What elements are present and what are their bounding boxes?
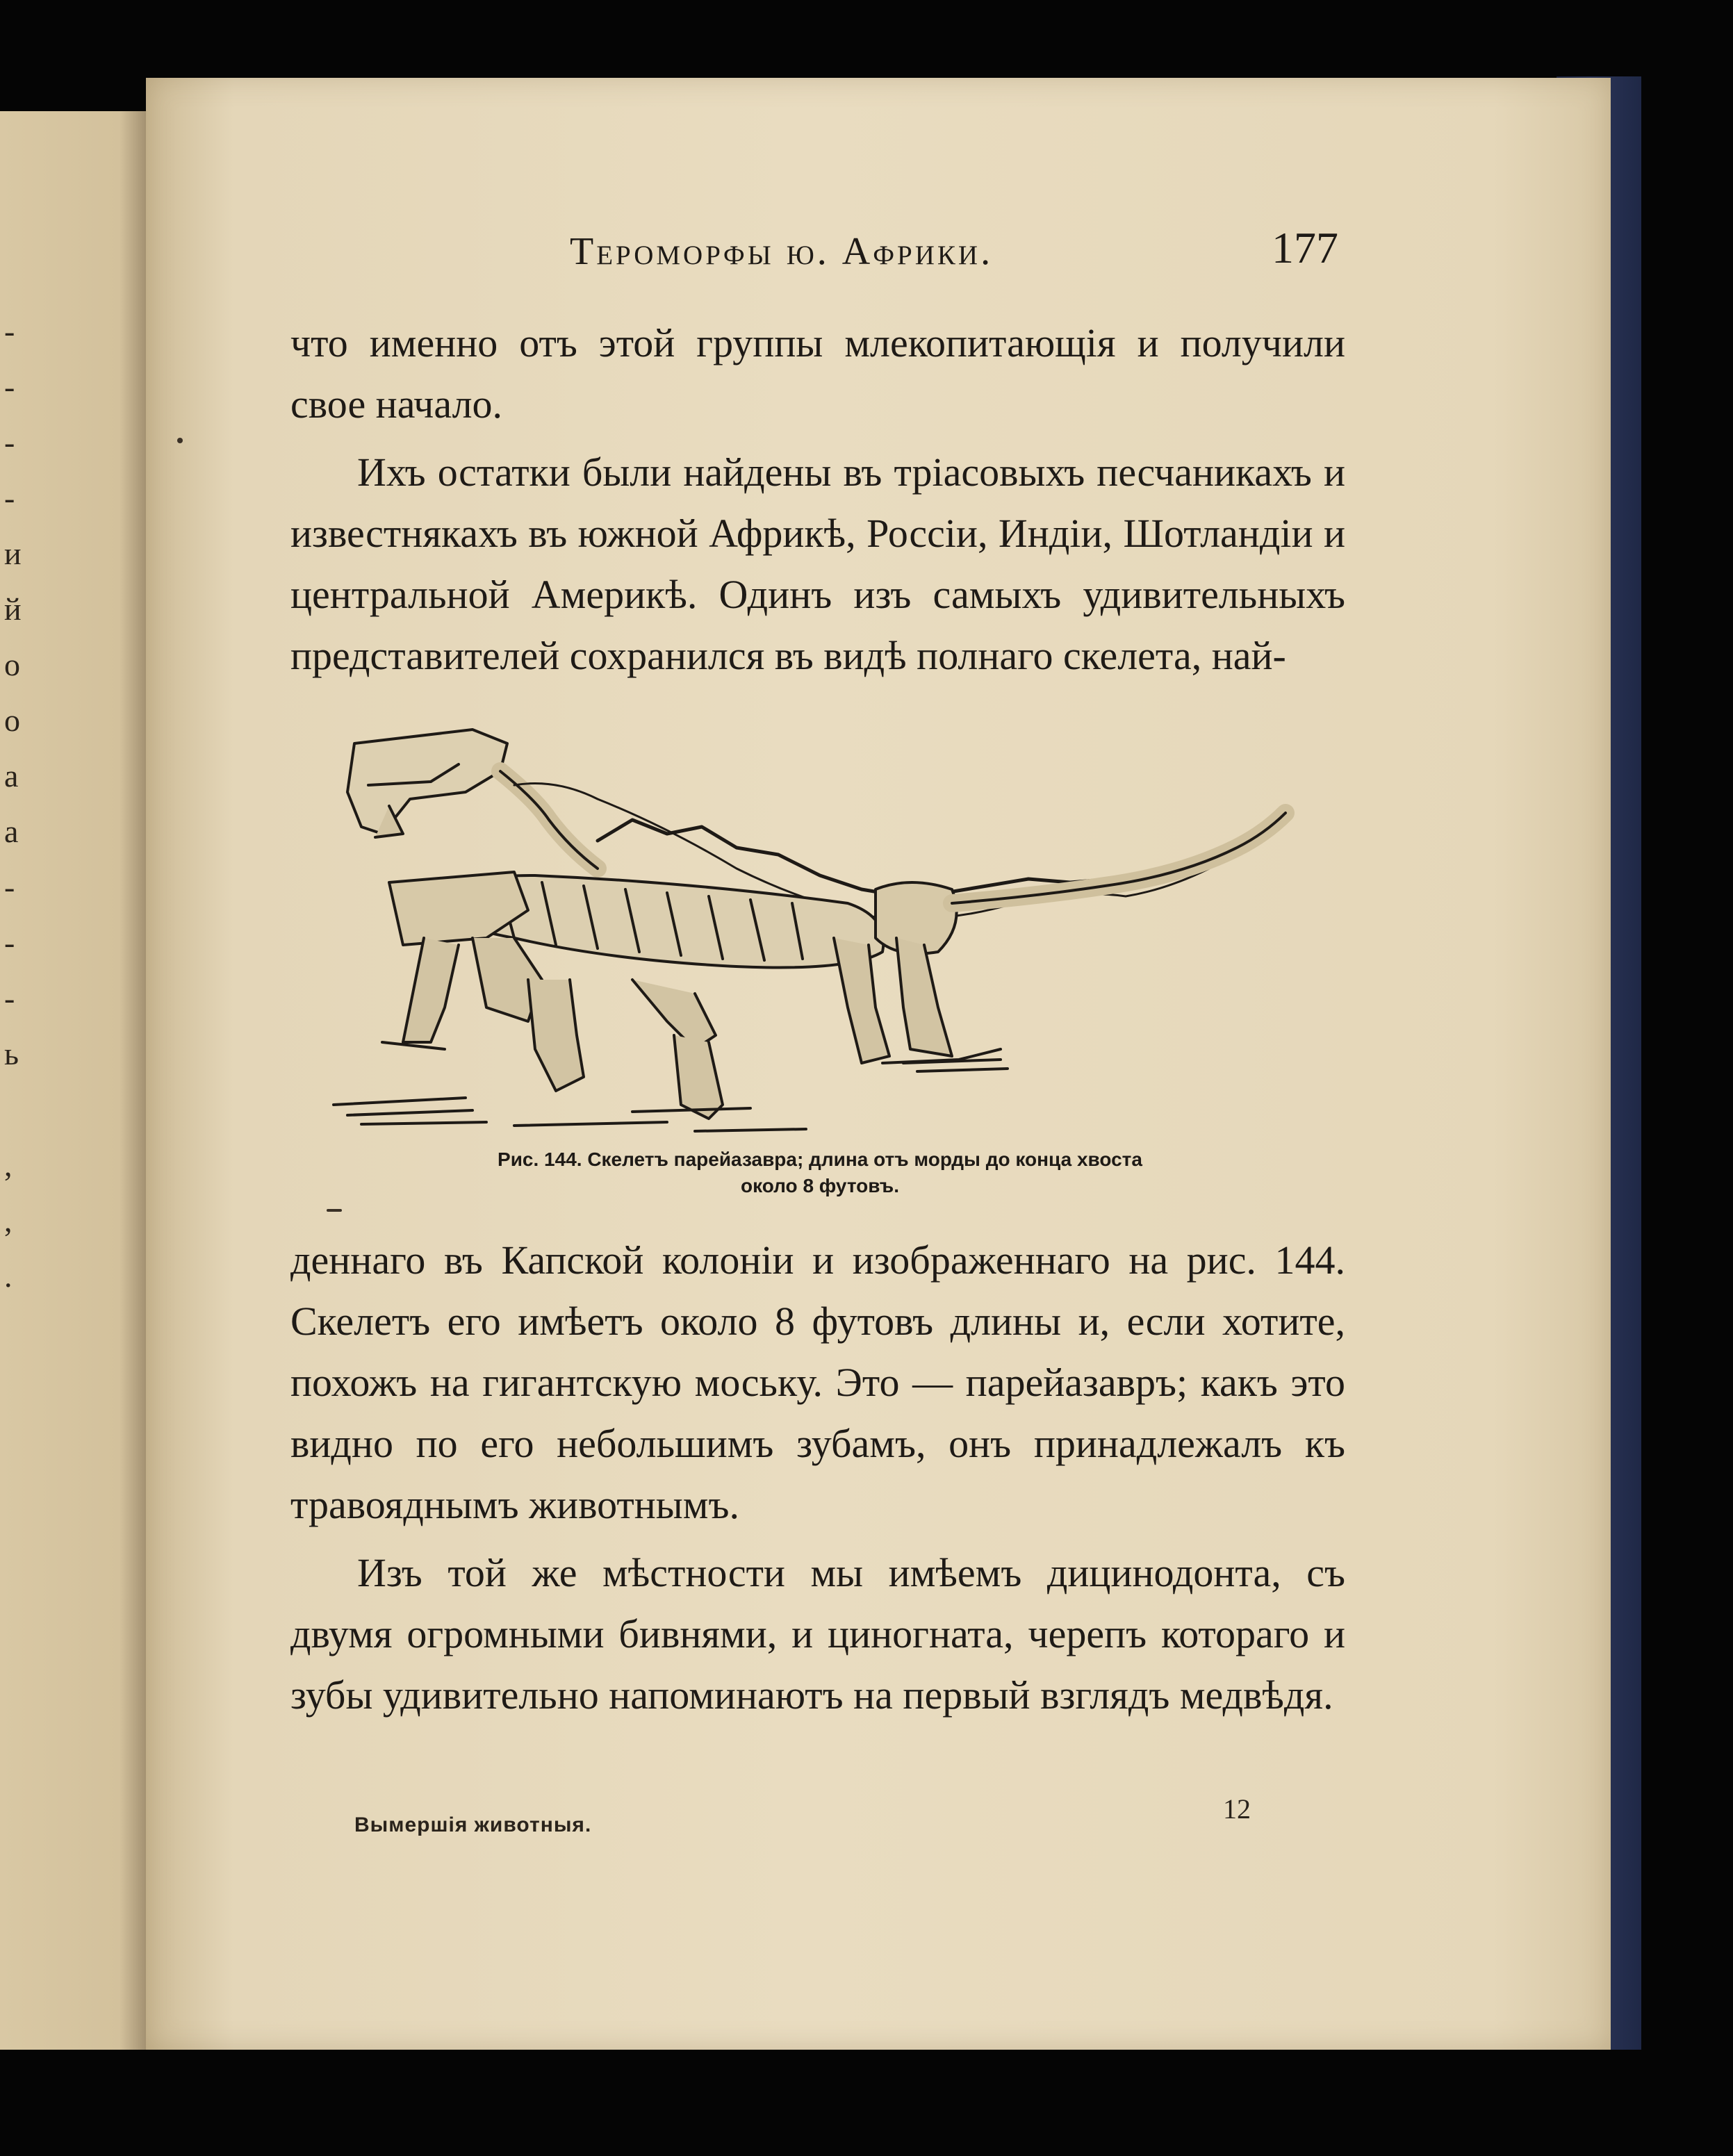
paragraph-3: деннаго въ Капской колоніи и изображеннаго на рис. 144. Скелетъ его имѣетъ около 8 футовъ длины и, если хотите, похожъ на гигантскую моську. Это — парейазавръ; какъ это видно по его небольшимъ зубамъ, онъ принадлежалъ къ травояднымъ животнымъ. [290, 1237, 1345, 1527]
paragraph-4: Изъ той же мѣстности мы имѣемъ дицинодонта, съ двумя огромными бивнями, и циногната, черепъ котораго и зубы удивительно напоминаютъ на первый взглядъ медвѣдя. [290, 1550, 1345, 1718]
left-page-mark: й [4, 591, 22, 627]
left-page-mark: - [4, 980, 15, 1016]
left-page-mark: а [4, 814, 19, 849]
left-page-mark: - [4, 925, 15, 960]
printer-signature: Вымершія животныя. [354, 1813, 592, 1836]
left-page-mark: - [4, 480, 15, 516]
caption-line-1: Рис. 144. Скелетъ парейазавра; длина отъ морды до конца хвоста [498, 1149, 1142, 1170]
left-page-mark: - [4, 869, 15, 905]
left-page-mark: а [4, 758, 19, 793]
left-page-margin-marks [0, 111, 149, 2050]
skeleton-drawing [306, 716, 1306, 1146]
left-page-mark: и [4, 536, 22, 571]
paragraph-1: что именно отъ этой группы млекопитающія и получили свое начало. [290, 320, 1345, 427]
left-page-mark: , [4, 1147, 13, 1183]
running-head: Теромορфы ю. Африки. [570, 230, 994, 273]
text-block-bottom [290, 1230, 1345, 1726]
pareiasaurus-skeleton-illustration [306, 716, 1306, 1146]
left-page-mark: - [4, 313, 15, 349]
page-number: 177 [1272, 223, 1338, 272]
left-page-mark: о [4, 702, 20, 738]
left-page-mark: , [4, 1203, 13, 1238]
caption-line-2: около 8 футовъ. [740, 1175, 899, 1196]
paragraph-2: Ихъ остатки были найдены въ тріасовыхъ песчаникахъ и известнякахъ въ южной Африкѣ, Россіи, Индіи, Шотландіи и центральной Америкѣ. Одинъ изъ самыхъ удивительныхъ представителей сохранился въ видѣ полнаго скелета, най- [290, 450, 1345, 678]
paper-speck [177, 438, 183, 443]
left-page-mark: ь [4, 1036, 19, 1071]
left-page-mark: - [4, 425, 15, 460]
left-page-mark: . [4, 1258, 13, 1294]
sheet-number: 12 [1223, 1793, 1251, 1825]
left-page-mark: о [4, 647, 20, 682]
figure-caption [368, 1146, 1272, 1199]
left-page-edge [0, 111, 149, 2050]
text-block-top [290, 313, 1345, 686]
paper-speck [327, 1209, 342, 1212]
left-page-mark: - [4, 369, 15, 404]
